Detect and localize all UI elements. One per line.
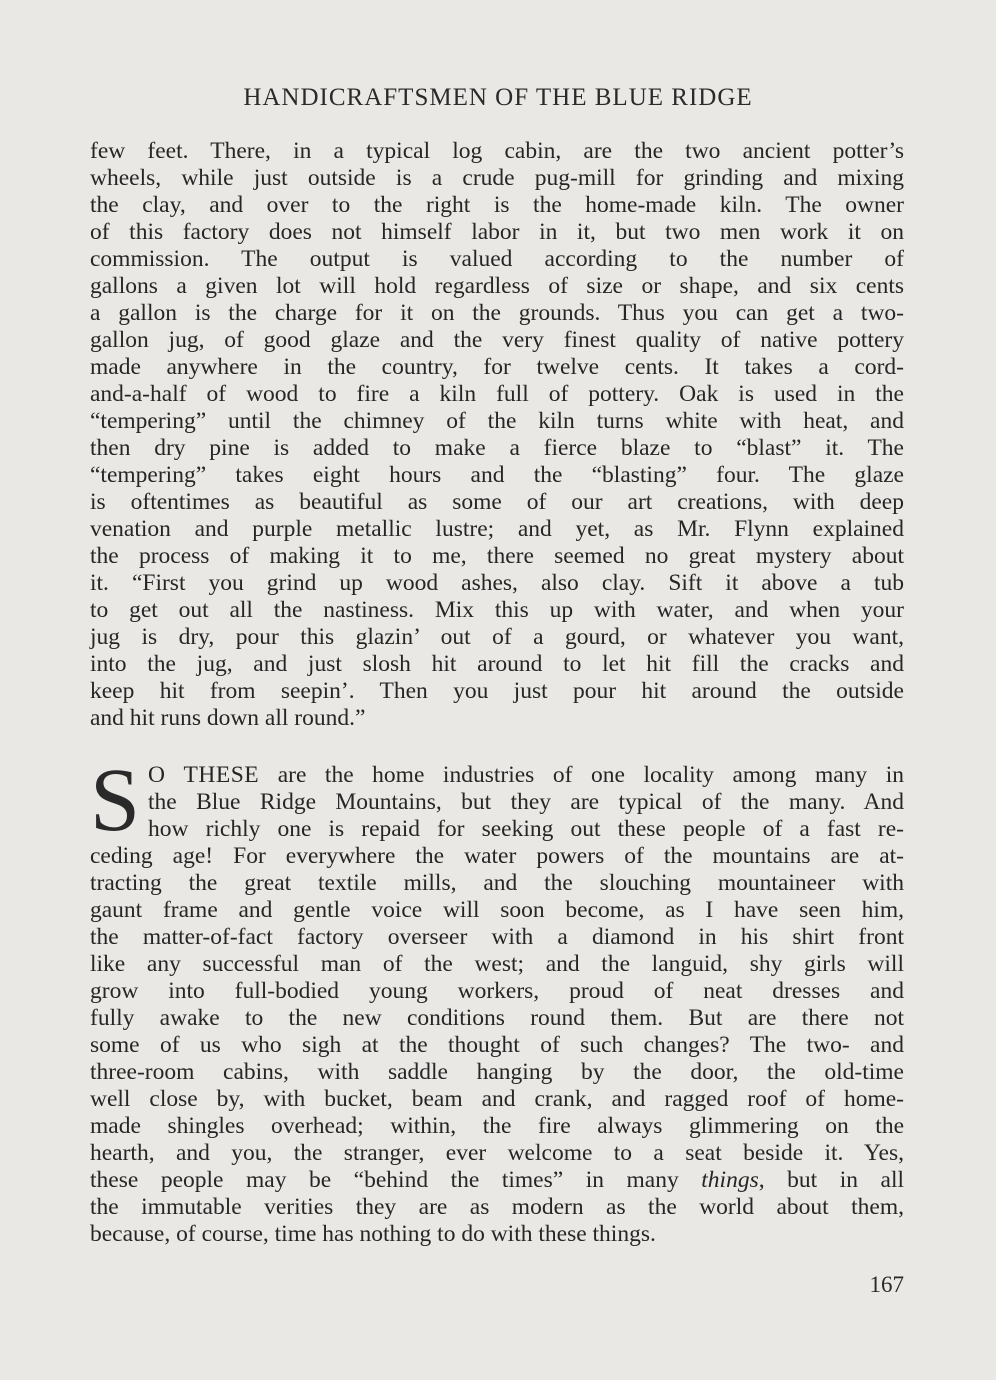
italic-word: things	[701, 1167, 759, 1193]
text-line: wheels, while just outside is a crude pug-mill for grinding and mixing	[90, 165, 904, 191]
first-line-rest: are the home industries of one locality among many in	[277, 762, 905, 788]
text-line: gaunt frame and gentle voice will soon become, as I have seen him,	[90, 897, 904, 923]
text-line: how richly one is repaid for seeking out these people of a fast re-	[148, 816, 904, 842]
text-line	[90, 1167, 904, 1194]
text-line: few feet. There, in a typical log cabin, are the two ancient potter’s	[90, 138, 904, 164]
drop-cap: S	[90, 751, 141, 850]
text-line: fully awake to the new conditions round them. But are there not	[90, 1005, 904, 1031]
text-line: hearth, and you, the stranger, ever welcome to a seat beside it. Yes,	[90, 1140, 904, 1166]
text-line: ceding age! For everywhere the water powers of the mountains are at-	[90, 843, 904, 869]
lead-in-caps: THESE	[183, 762, 260, 788]
text-line: well close by, with bucket, beam and crank, and ragged roof of home-	[90, 1086, 904, 1112]
text-line: gallons a given lot will hold regardless of size or shape, and six cents	[90, 273, 904, 299]
text-line: the matter-of-fact factory overseer with a diamond in his shirt front	[90, 924, 904, 950]
text-line: and hit runs down all round.”	[90, 705, 366, 731]
text-line: the clay, and over to the right is the home-made kiln. The owner	[90, 192, 904, 218]
text-line: venation and purple metallic lustre; and yet, as Mr. Flynn explained	[90, 516, 904, 542]
text-line: the Blue Ridge Mountains, but they are typical of the many. And	[148, 789, 904, 815]
first-word-rest: O	[148, 762, 165, 788]
text-line: gallon jug, of good glaze and the very finest quality of native pottery	[90, 327, 904, 353]
page-number: 167	[869, 1272, 904, 1297]
text-line: commission. The output is valued according to the number of	[90, 246, 904, 272]
text-line: three-room cabins, with saddle hanging by the door, the old-time	[90, 1059, 904, 1085]
paragraph-1	[90, 138, 904, 732]
running-head: HANDICRAFTSMEN OF THE BLUE RIDGE	[243, 84, 753, 111]
text-line: it. “First you grind up wood ashes, also clay. Sift it above a tub	[90, 570, 904, 596]
text-line	[90, 762, 904, 789]
text-line: and-a-half of wood to fire a kiln full of pottery. Oak is used in the	[90, 381, 904, 407]
text-line: some of us who sigh at the thought of such changes? The two- and	[90, 1032, 904, 1058]
text-line: grow into full-bodied young workers, proud of neat dresses and	[90, 978, 904, 1004]
text-line: a gallon is the charge for it on the grounds. Thus you can get a two-	[90, 300, 904, 326]
text-line: tracting the great textile mills, and the slouching mountaineer with	[90, 870, 904, 896]
text-line: into the jug, and just slosh hit around to let hit fill the cracks and	[90, 651, 904, 677]
line-after-italic: , but in all	[758, 1167, 904, 1193]
paragraph-2	[90, 762, 904, 1248]
text-line: is oftentimes as beautiful as some of our art creations, with deep	[90, 489, 904, 515]
text-line: because, of course, time has nothing to do with these things.	[90, 1221, 656, 1247]
text-line: made shingles overhead; within, the fire always glimmering on the	[90, 1113, 904, 1139]
line-before-italic: these people may be “behind the times” in many	[90, 1167, 702, 1193]
text-line: to get out all the nastiness. Mix this up with water, and when your	[90, 597, 904, 623]
text-line: keep hit from seepin’. Then you just pour hit around the outside	[90, 678, 904, 704]
text-line: jug is dry, pour this glazin’ out of a gourd, or whatever you want,	[90, 624, 904, 650]
text-line: “tempering” until the chimney of the kiln turns white with heat, and	[90, 408, 904, 434]
text-line: made anywhere in the country, for twelve cents. It takes a cord-	[90, 354, 904, 380]
text-line: the process of making it to me, there seemed no great mystery about	[90, 543, 904, 569]
text-line: “tempering” takes eight hours and the “blasting” four. The glaze	[90, 462, 904, 488]
text-line: like any successful man of the west; and the languid, shy girls will	[90, 951, 904, 977]
text-line: of this factory does not himself labor in it, but two men work it on	[90, 219, 904, 245]
text-line: the immutable verities they are as modern as the world about them,	[90, 1194, 904, 1220]
text-line: then dry pine is added to make a fierce blaze to “blast” it. The	[90, 435, 904, 461]
